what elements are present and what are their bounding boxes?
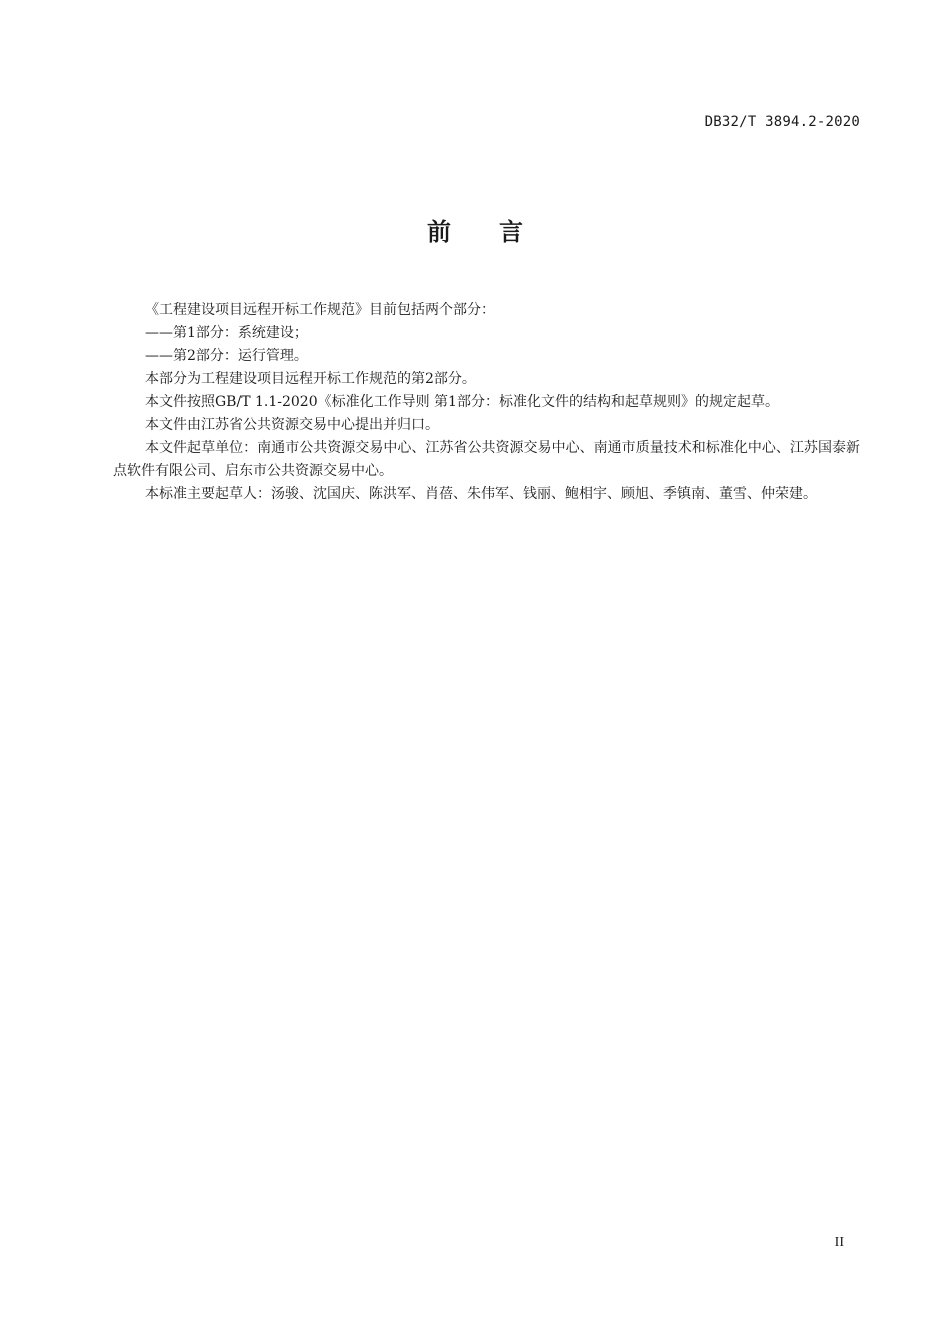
paragraph-drafters: 本标准主要起草人：汤骏、沈国庆、陈洪军、肖蓓、朱伟军、钱丽、鲍相宇、顾旭、季镇南、董雪、仲荣建。 — [145, 486, 817, 502]
paragraph-intro: 《工程建设项目远程开标工作规范》目前包括两个部分： — [145, 302, 495, 318]
paragraph-part-2: ——第2部分：运行管理。 — [145, 348, 308, 364]
standard-code: DB32/T 3894.2-2020 — [704, 114, 860, 130]
paragraph-part-1: ——第1部分：系统建设； — [145, 325, 308, 341]
paragraph-drafting-rules: 本文件按照GB/T 1.1-2020《标准化工作导则 第1部分：标准化文件的结构和起草规则》的规定起草。 — [145, 394, 779, 410]
page-title: 前言 — [427, 218, 571, 246]
paragraph-proposer: 本文件由江苏省公共资源交易中心提出并归口。 — [145, 417, 439, 433]
page-number: II — [834, 1235, 844, 1250]
paragraph-drafting-units: 本文件起草单位：南通市公共资源交易中心、江苏省公共资源交易中心、南通市质量技术和标准化中心、江苏国泰新点软件有限公司、启东市公共资源交易中心。 — [113, 440, 860, 479]
foreword-body — [113, 299, 860, 506]
paragraph-this-part: 本部分为工程建设项目远程开标工作规范的第2部分。 — [145, 371, 476, 387]
